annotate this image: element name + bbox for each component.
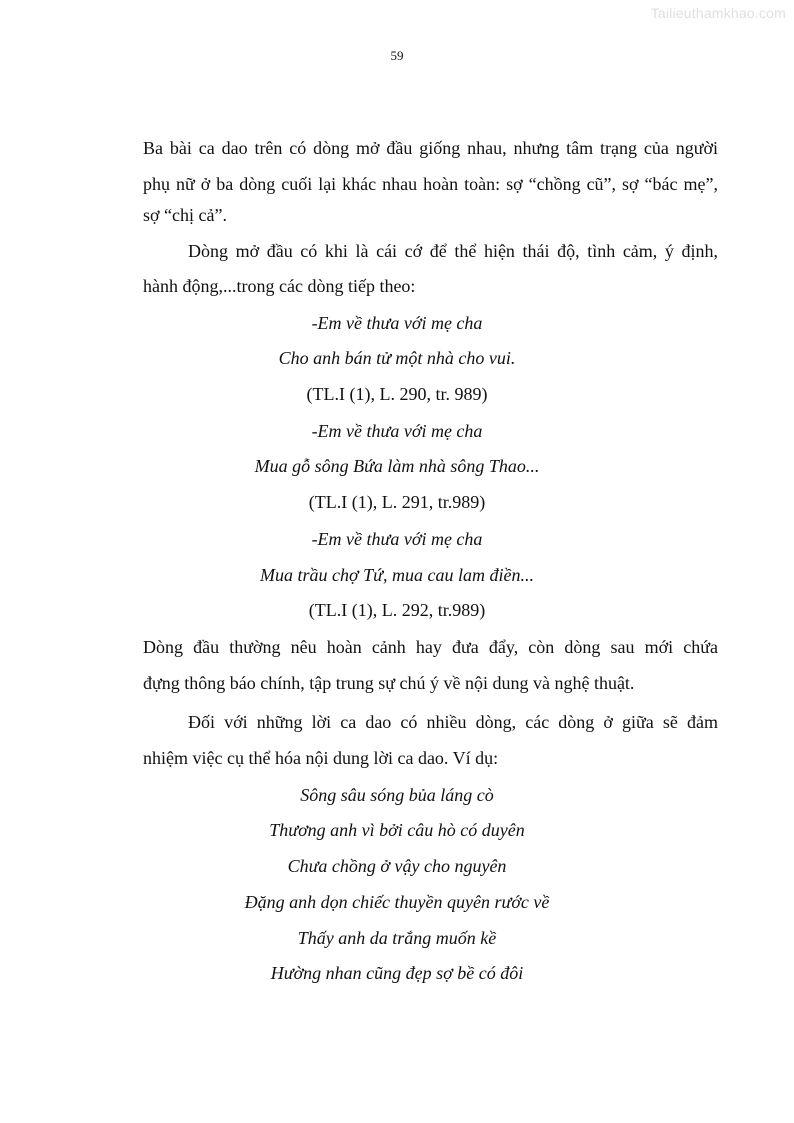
- watermark: Tailieuthamkhao.com: [650, 5, 786, 21]
- paragraph-line: Đối với những lời ca dao có nhiều dòng, các dòng ở giữa sẽ đảm: [188, 712, 718, 732]
- paragraph-line: nhiệm việc cụ thể hóa nội dung lời ca dao. Ví dụ:: [143, 748, 499, 768]
- paragraph-line: hành động,...trong các dòng tiếp theo:: [143, 276, 416, 296]
- paragraph-line: đựng thông báo chính, tập trung sự chú ý về nội dung và nghệ thuật.: [143, 673, 635, 693]
- paragraph-line: Dòng mở đầu có khi là cái cớ để thể hiện thái độ, tình cảm, ý định,: [188, 241, 718, 261]
- verse-line: Chưa chồng ở vậy cho nguyên: [287, 856, 507, 876]
- verse-line: Đặng anh dọn chiếc thuyền quyên rước về: [244, 892, 550, 912]
- citation: (TL.I (1), L. 290, tr. 989): [306, 384, 488, 404]
- verse-line: Hường nhan cũng đẹp sợ bề có đôi: [270, 963, 524, 983]
- verse-line: Thương anh vì bởi câu hò có duyên: [269, 820, 525, 840]
- verse-line: Cho anh bán tử một nhà cho vui.: [278, 348, 516, 368]
- page-number: 59: [390, 48, 404, 63]
- paragraph-line: phụ nữ ở ba dòng cuối lại khác nhau hoàn toàn: sợ “chồng cũ”, sợ “bác mẹ”,: [143, 174, 718, 194]
- verse-line: Sông sâu sóng bủa láng cò: [300, 785, 494, 805]
- verse-line: Thấy anh da trắng muốn kề: [297, 928, 497, 948]
- paragraph-line: Dòng đầu thường nêu hoàn cảnh hay đưa đẩy, còn dòng sau mới chứa: [143, 637, 718, 657]
- verse-line: -Em về thưa với mẹ cha: [311, 421, 483, 441]
- citation: (TL.I (1), L. 292, tr.989): [308, 600, 486, 620]
- citation: (TL.I (1), L. 291, tr.989): [308, 492, 486, 512]
- verse-line: Mua gỗ sông Bứa làm nhà sông Thao...: [254, 456, 540, 476]
- verse-line: -Em về thưa với mẹ cha: [311, 529, 483, 549]
- verse-line: -Em về thưa với mẹ cha: [311, 313, 483, 333]
- verse-line: Mua trầu chợ Tứ, mua cau lam điền...: [260, 565, 534, 585]
- paragraph-line: sợ “chị cả”.: [143, 205, 227, 225]
- paragraph-line: Ba bài ca dao trên có dòng mở đầu giống nhau, nhưng tâm trạng của người: [143, 138, 718, 158]
